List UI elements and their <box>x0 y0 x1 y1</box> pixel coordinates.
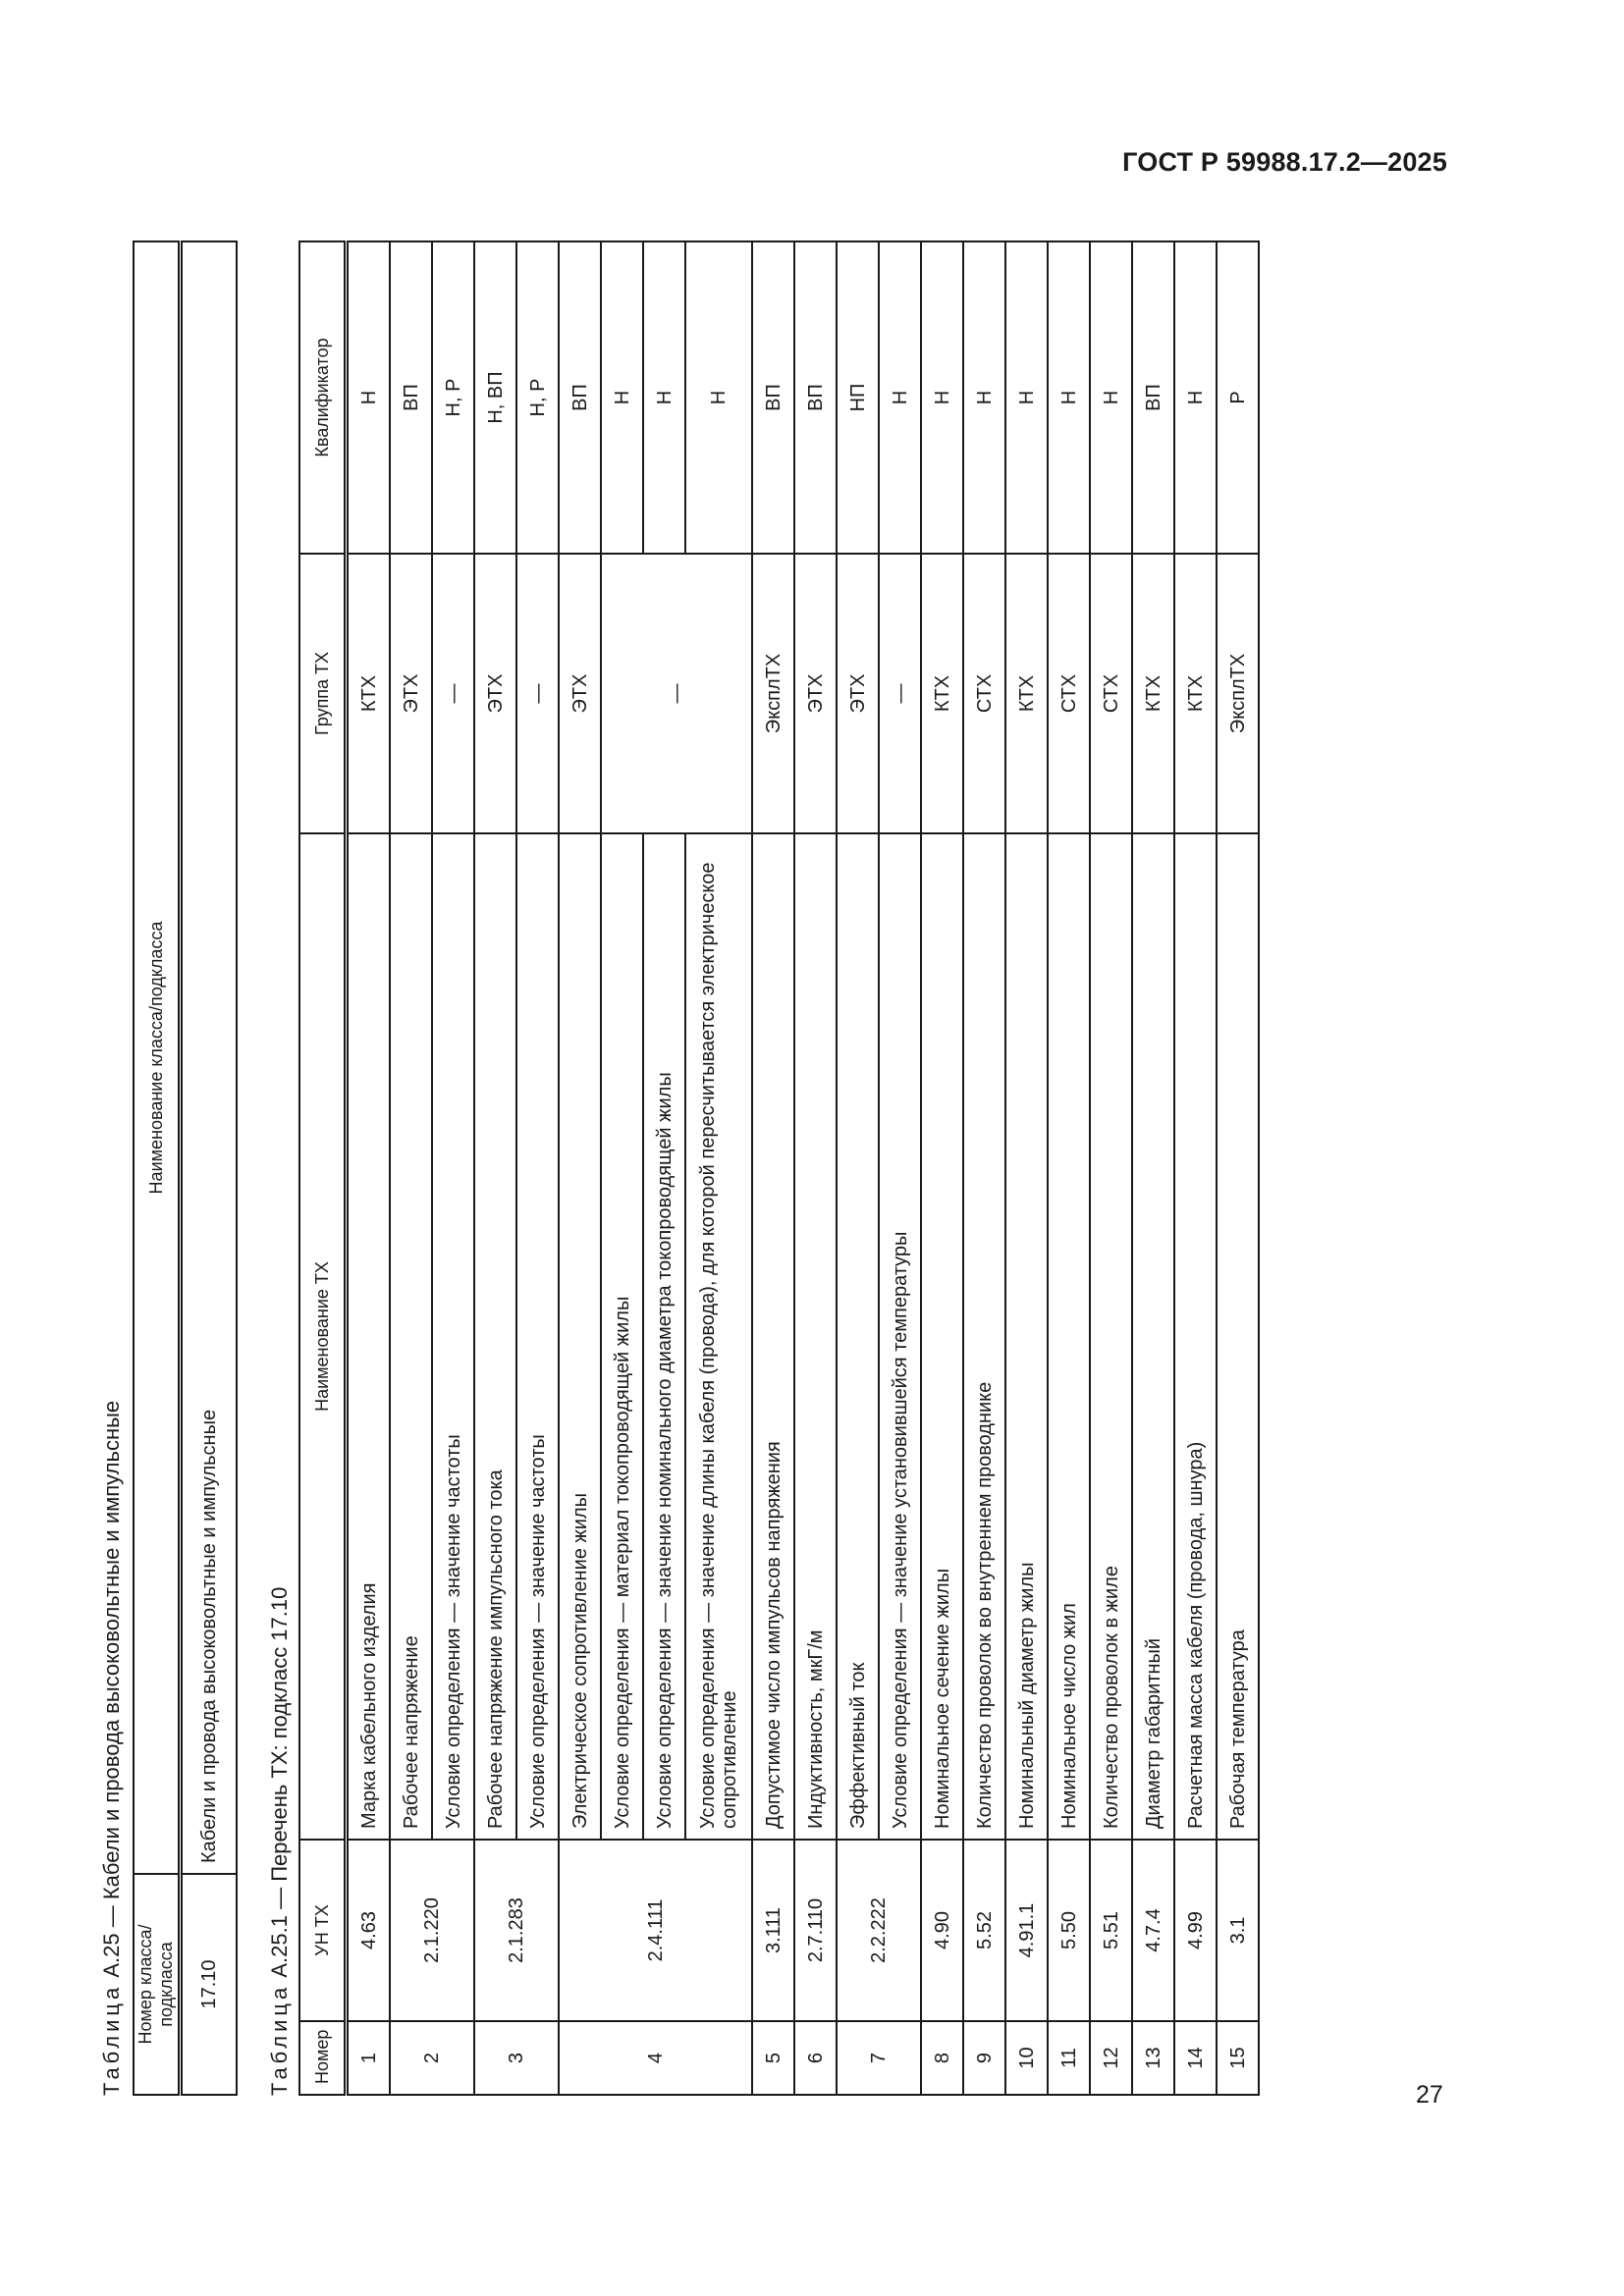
caption-prefix: Таблица <box>267 1983 292 2096</box>
table-row <box>837 241 879 2095</box>
tx-group-cell: ЭксплТХ <box>752 554 794 833</box>
caption-text: А.25 — Кабели и провода высоковольтные и импульсные <box>99 1400 124 1984</box>
tx-group-cell: — <box>432 554 474 833</box>
tx-group-cell: ЭТХ <box>794 554 837 833</box>
tx-group-cell: ЭТХ <box>837 554 879 833</box>
table-row <box>685 241 752 2095</box>
tx-name-cell: Количество проволок в жиле <box>1090 833 1132 1840</box>
document-code: ГОСТ Р 59988.17.2—2025 <box>1122 147 1447 177</box>
class-name-cell: Кабели и провода высоковольтные и импульсные <box>181 241 238 1874</box>
table-row <box>516 241 559 2095</box>
tx-group-cell: СТХ <box>1048 554 1090 833</box>
row-number-cell: 10 <box>1005 2021 1048 2095</box>
qualifier-cell: Н, ВП <box>474 241 516 554</box>
tx-name-cell: Условие определения — значение установившейся температуры <box>879 833 921 1840</box>
row-number-cell: 1 <box>347 2021 391 2095</box>
un-tx-cell: 2.1.283 <box>474 1840 559 2021</box>
table-row <box>1174 241 1217 2095</box>
table-row <box>643 241 685 2095</box>
tx-group-cell: — <box>516 554 559 833</box>
qualifier-cell: ВП <box>752 241 794 554</box>
class-code-cell: 17.10 <box>181 1874 238 2095</box>
tx-group-cell: — <box>601 554 752 833</box>
qualifier-cell: Р <box>1217 241 1259 554</box>
qualifier-cell: Н <box>1174 241 1217 554</box>
row-number-cell: 15 <box>1217 2021 1259 2095</box>
un-tx-cell: 2.1.220 <box>390 1840 474 2021</box>
tx-name-cell: Условие определения — значение длины кабеля (провода), для которой пересчитывается электрическое сопротивление <box>685 833 752 1840</box>
qualifier-cell: Н <box>685 241 752 554</box>
tx-name-cell: Номинальный диаметр жилы <box>1005 833 1048 1840</box>
qualifier-cell: Н <box>1005 241 1048 554</box>
tx-group-cell: КТХ <box>1174 554 1217 833</box>
tx-name-cell: Рабочее напряжение импульсного тока <box>474 833 516 1840</box>
qualifier-cell: Н, Р <box>516 241 559 554</box>
tx-group-cell: КТХ <box>347 554 391 833</box>
un-tx-cell: 5.51 <box>1090 1840 1132 2021</box>
row-number-cell: 4 <box>559 2021 752 2095</box>
table-row <box>921 241 963 2095</box>
row-number-cell: 5 <box>752 2021 794 2095</box>
row-number-cell: 14 <box>1174 2021 1217 2095</box>
tx-group-cell: КТХ <box>921 554 963 833</box>
column-header: Наименование ТХ <box>299 833 347 1840</box>
column-header: Наименование класса/подкласса <box>134 241 181 1874</box>
tx-group-cell: ЭТХ <box>390 554 432 833</box>
row-number-cell: 6 <box>794 2021 837 2095</box>
tx-group-cell: — <box>879 554 921 833</box>
row-number-cell: 7 <box>837 2021 921 2095</box>
table-a25-caption <box>93 231 131 2096</box>
tx-group-cell: КТХ <box>1005 554 1048 833</box>
tx-name-cell: Рабочая температура <box>1217 833 1259 1840</box>
row-number-cell: 11 <box>1048 2021 1090 2095</box>
row-number-cell: 8 <box>921 2021 963 2095</box>
un-tx-cell: 3.1 <box>1217 1840 1259 2021</box>
row-number-cell: 13 <box>1132 2021 1174 2095</box>
tx-name-cell: Индуктивность, мкГ/м <box>794 833 837 1840</box>
qualifier-cell: ВП <box>390 241 432 554</box>
qualifier-cell: Н <box>963 241 1005 554</box>
row-number-cell: 9 <box>963 2021 1005 2095</box>
tx-name-cell: Эффективный ток <box>837 833 879 1840</box>
un-tx-cell: 4.7.4 <box>1132 1840 1174 2021</box>
table-header-row <box>299 241 347 2095</box>
page-number: 27 <box>1416 2081 1443 2109</box>
tx-group-cell: СТХ <box>963 554 1005 833</box>
un-tx-cell: 5.52 <box>963 1840 1005 2021</box>
qualifier-cell: ВП <box>1132 241 1174 554</box>
table-row <box>390 241 432 2095</box>
tx-group-cell: ЭксплТХ <box>1217 554 1259 833</box>
qualifier-cell: Н <box>601 241 643 554</box>
table-row <box>432 241 474 2095</box>
un-tx-cell: 2.4.111 <box>559 1840 752 2021</box>
qualifier-cell: Н <box>347 241 391 554</box>
qualifier-cell: ВП <box>559 241 601 554</box>
tx-name-cell: Условие определения — значение номинального диаметра токопроводящей жилы <box>643 833 685 1840</box>
column-header: Номер класса/подкласса <box>134 1874 181 2095</box>
un-tx-cell: 4.63 <box>347 1840 391 2021</box>
tx-name-cell: Рабочее напряжение <box>390 833 432 1840</box>
tx-name-cell: Условие определения — материал токопроводящей жилы <box>601 833 643 1840</box>
qualifier-cell: Н <box>879 241 921 554</box>
row-number-cell: 2 <box>390 2021 474 2095</box>
table-row <box>601 241 643 2095</box>
qualifier-cell: Н, Р <box>432 241 474 554</box>
column-header: УН ТХ <box>299 1840 347 2021</box>
table-row <box>347 241 391 2095</box>
table-row <box>794 241 837 2095</box>
table-row <box>1090 241 1132 2095</box>
qualifier-cell: Н <box>1090 241 1132 554</box>
un-tx-cell: 4.99 <box>1174 1840 1217 2021</box>
table-row <box>1005 241 1048 2095</box>
tx-name-cell: Номинальное число жил <box>1048 833 1090 1840</box>
column-header: Номер <box>299 2021 347 2095</box>
tx-group-cell: ЭТХ <box>474 554 516 833</box>
table-a251-caption <box>261 231 298 2096</box>
un-tx-cell: 4.90 <box>921 1840 963 2021</box>
table-a251 <box>298 240 1260 2096</box>
qualifier-cell: Н <box>921 241 963 554</box>
tx-group-cell: КТХ <box>1132 554 1174 833</box>
qualifier-cell: НП <box>837 241 879 554</box>
caption-text: А.25.1 — Перечень ТХ: подкласс 17.10 <box>267 1586 292 1984</box>
tx-name-cell: Допустимое число импульсов напряжения <box>752 833 794 1840</box>
row-number-cell: 12 <box>1090 2021 1132 2095</box>
column-header: Квалификатор <box>299 241 347 554</box>
tx-name-cell: Номинальное сечение жилы <box>921 833 963 1840</box>
qualifier-cell: ВП <box>794 241 837 554</box>
un-tx-cell: 5.50 <box>1048 1840 1090 2021</box>
rotated-content <box>93 231 1438 2096</box>
table-row <box>559 241 601 2095</box>
table-row <box>1217 241 1259 2095</box>
table-row <box>181 241 238 2095</box>
column-header: Группа ТХ <box>299 554 347 833</box>
tx-group-cell: ЭТХ <box>559 554 601 833</box>
table-row <box>474 241 516 2095</box>
tx-group-cell: СТХ <box>1090 554 1132 833</box>
qualifier-cell: Н <box>643 241 685 554</box>
row-number-cell: 3 <box>474 2021 559 2095</box>
table-header-row <box>134 241 181 2095</box>
table-row <box>1048 241 1090 2095</box>
tx-name-cell: Условие определения — значение частоты <box>516 833 559 1840</box>
tx-name-cell: Марка кабельного изделия <box>347 833 391 1840</box>
table-row <box>963 241 1005 2095</box>
un-tx-cell: 2.7.110 <box>794 1840 837 2021</box>
tx-name-cell: Условие определения — значение частоты <box>432 833 474 1840</box>
table-row <box>879 241 921 2095</box>
caption-prefix: Таблица <box>99 1983 124 2096</box>
un-tx-cell: 2.2.222 <box>837 1840 921 2021</box>
table-row <box>752 241 794 2095</box>
tx-name-cell: Диаметр габаритный <box>1132 833 1174 1840</box>
table-row <box>1132 241 1174 2095</box>
table-a25 <box>133 240 238 2096</box>
tx-name-cell: Количество проволок во внутреннем проводнике <box>963 833 1005 1840</box>
un-tx-cell: 4.91.1 <box>1005 1840 1048 2021</box>
tx-name-cell: Электрическое сопротивление жилы <box>559 833 601 1840</box>
tx-name-cell: Расчетная масса кабеля (провода, шнура) <box>1174 833 1217 1840</box>
un-tx-cell: 3.111 <box>752 1840 794 2021</box>
qualifier-cell: Н <box>1048 241 1090 554</box>
